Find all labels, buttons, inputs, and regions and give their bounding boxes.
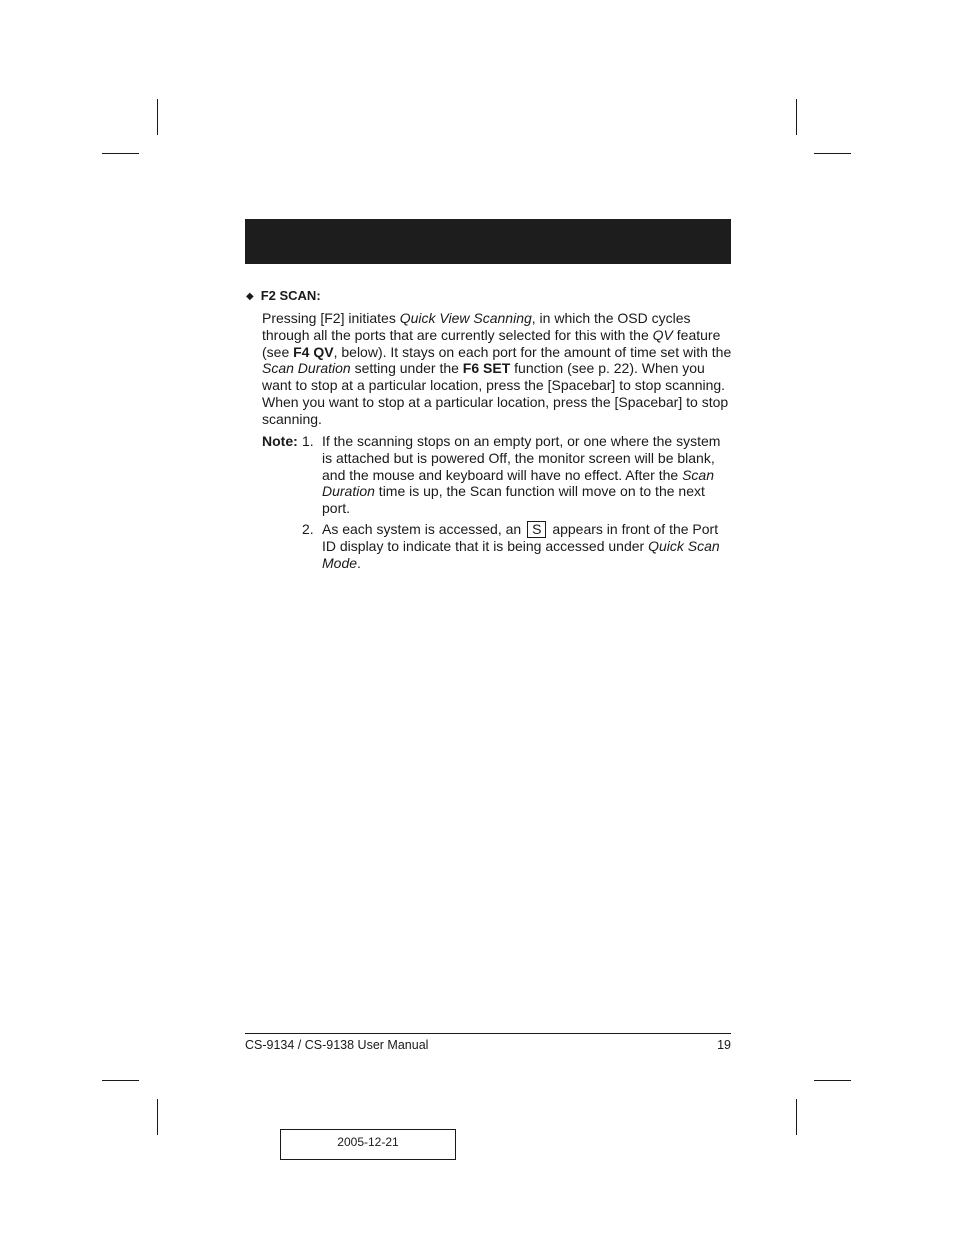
italic-term: Quick View Scanning (399, 310, 532, 326)
note-number: 2. (302, 520, 314, 537)
bold-term: F4 QV (293, 343, 334, 360)
note-label: Note: (262, 433, 298, 449)
footer-manual-title: CS-9134 / CS-9138 User Manual (245, 1038, 429, 1052)
text-run: , in which the OSD cycles through all the ports that are currently selected for this with the (262, 310, 691, 343)
text-run: feature (see (262, 326, 721, 360)
crop-mark (796, 99, 797, 135)
note-number: 1. (302, 433, 314, 449)
text-run: If the scanning stops on an empty port, or one where the system is attached but is powered Off, the monitor screen will be blank, and the mouse and keyboard will have no effect. After the (322, 433, 721, 483)
section-heading (246, 288, 321, 306)
section-paragraph (262, 310, 732, 428)
note-item-2 (262, 521, 732, 572)
footer-rule (245, 1033, 731, 1034)
text-run: appears in front of the Port ID display to indicate that it is being accessed under (322, 520, 719, 554)
crop-mark (814, 1080, 851, 1081)
italic-term: Quick Scan Mode (322, 537, 720, 571)
date-stamp: 2005-12-21 (280, 1129, 456, 1160)
crop-mark (157, 99, 158, 135)
diamond-bullet-icon: ◆ (246, 291, 254, 302)
crop-mark (157, 1099, 158, 1135)
crop-mark (102, 1080, 139, 1081)
text-run: Pressing [F2] initiates (262, 310, 400, 326)
text-run: . (357, 554, 361, 571)
page-number: 19 (717, 1038, 731, 1052)
crop-mark (814, 153, 851, 154)
text-run: , below). It stays on each port for the amount of time set with the (333, 343, 732, 360)
italic-term: Scan Duration (262, 360, 351, 377)
text-run: setting under the (350, 360, 463, 377)
bold-term: F6 SET (462, 360, 511, 377)
italic-term: QV (652, 326, 673, 343)
note-text (322, 433, 732, 517)
note-block (262, 433, 732, 572)
note-label-spacer (262, 521, 302, 572)
text-run: As each system is accessed, an (322, 520, 526, 537)
chapter-header-bar (245, 219, 731, 264)
text-run: time is up, the Scan function will move on to the next port. (322, 483, 705, 517)
scan-indicator-box: S (527, 521, 546, 538)
note-text (322, 521, 732, 572)
text-run: function (see p. 22). When you want to stop at a particular location, press the [Spacebar] to stop scanning. When you want to stop at a particular location, press the [Spacebar] to stop scanning. (262, 360, 729, 427)
italic-term: Scan Duration (322, 466, 715, 500)
crop-mark (102, 153, 139, 154)
section-title: F2 SCAN: (260, 288, 321, 303)
note-item-1 (262, 433, 732, 517)
crop-mark (796, 1099, 797, 1135)
